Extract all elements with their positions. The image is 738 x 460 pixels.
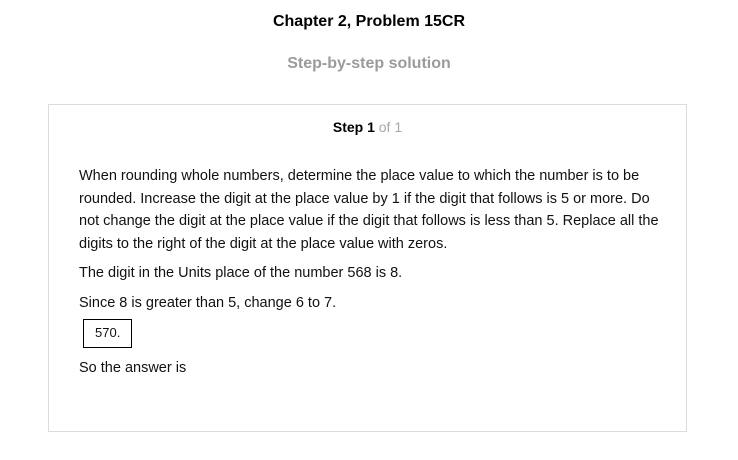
step-counter — [49, 118, 686, 136]
explanation-paragraph: Since 8 is greater than 5, change 6 to 7. — [79, 294, 337, 311]
solution-step-card — [48, 104, 687, 432]
solution-subtitle: Step-by-step solution — [287, 55, 451, 72]
page-title: Chapter 2, Problem 15CR — [272, 13, 466, 30]
explanation-paragraph: The digit in the Units place of the number 568 is 8. — [79, 265, 403, 281]
step-total: of 1 — [374, 119, 403, 135]
answer-box: 570. — [83, 319, 132, 348]
conclusion-text: So the answer is — [79, 360, 187, 376]
step-content — [79, 165, 659, 380]
step-label: Step 1 — [332, 119, 375, 135]
explanation-paragraph: When rounding whole numbers, determine the place value to which the number is to be rounded. Increase the digit at the place value by 1 if the digit that follows is 5 or more. Do not change the digit at the place value if the digit that follows is less than 5. Replace all the digits to the right of the digit at the place value with zeros. — [79, 168, 659, 252]
